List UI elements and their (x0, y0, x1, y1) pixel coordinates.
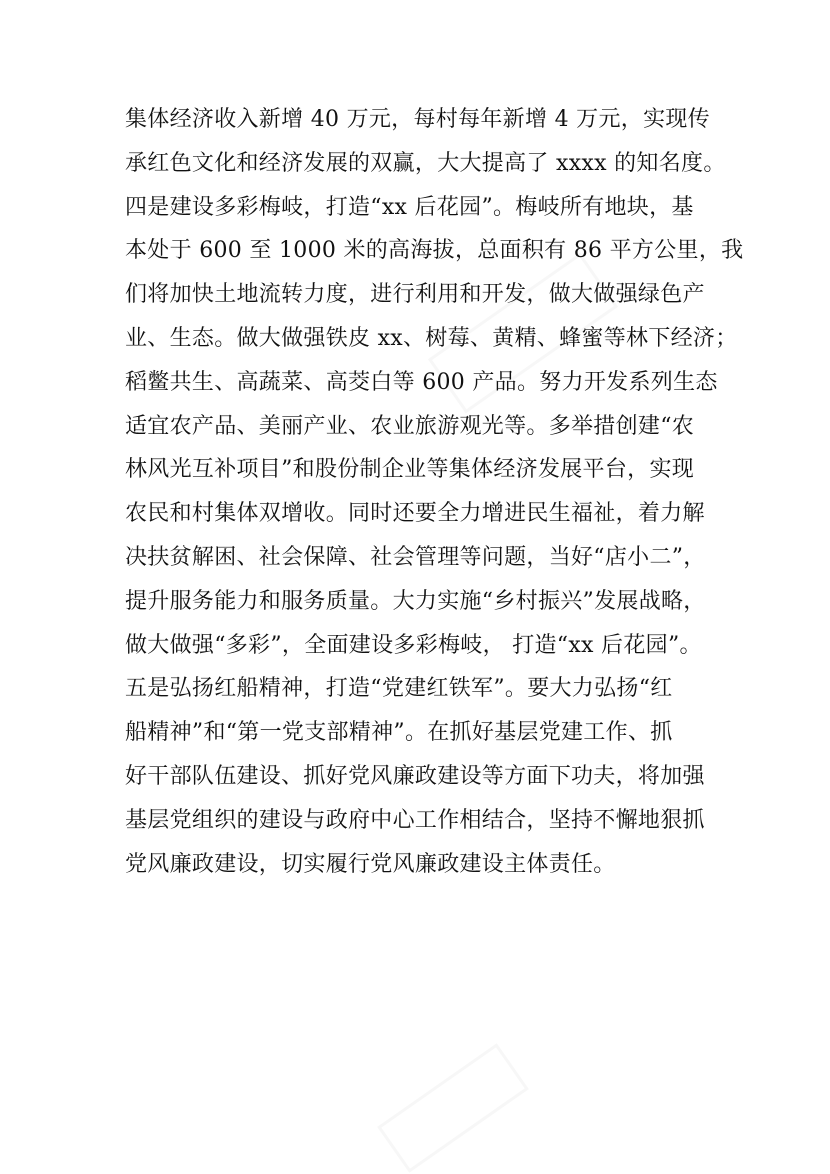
text-line: 基层党组织的建设与政府中心工作相结合，坚持不懈地狠抓 (125, 807, 705, 833)
text-line: 船精神”和“第一党支部精神”。在抓好基层党建工作、抓 (125, 720, 673, 746)
text-line: 四是建设多彩梅岐，打造“xx 后花园”。梅岐所有地块，基 (125, 194, 694, 220)
text-line: 做大做强“多彩”，全面建设多彩梅岐， 打造“xx 后花园”。 (125, 632, 702, 658)
text-line: 本处于 600 至 1000 米的高海拔，总面积有 86 平方公里，我 (125, 238, 744, 264)
text-line: 业、生态。做大做强铁皮 xx、树莓、黄精、蜂蜜等林下经济； (125, 325, 738, 351)
text-line: 稻鳖共生、高蔬菜、高茭白等 600 产品。努力开发系列生态 (125, 369, 718, 395)
text-line: 们将加快土地流转力度，进行利用和开发，做大做强绿色产 (125, 282, 705, 308)
text-line: 集体经济收入新增 40 万元，每村每年新增 4 万元，实现传 (125, 107, 710, 132)
text-line: 好干部队伍建设、抓好党风廉政建设等方面下功夫，将加强 (125, 763, 705, 789)
text-line: 林风光互补项目”和股份制企业等集体经济发展平台，实现 (125, 457, 695, 483)
watermark-mark (377, 1043, 529, 1173)
text-line: 决扶贫解困、社会保障、社会管理等问题，当好“店小二”， (125, 544, 706, 570)
body-text (125, 98, 744, 886)
text-line: 党风廉政建设，切实履行党风廉政建设主体责任。 (125, 851, 616, 877)
text-line: 农民和村集体双增收。同时还要全力增进民生福祉，着力解 (125, 501, 705, 527)
text-line: 提升服务能力和服务质量。大力实施“乡村振兴”发展战略， (125, 588, 706, 614)
text-line: 承红色文化和经济发展的双赢，大大提高了 xxxx 的知名度。 (125, 150, 726, 176)
text-line: 五是弘扬红船精神，打造“党建红铁军”。要大力弘扬“红 (125, 676, 673, 702)
text-line: 适宜农产品、美丽产业、农业旅游观光等。多举措创建“农 (125, 413, 695, 439)
